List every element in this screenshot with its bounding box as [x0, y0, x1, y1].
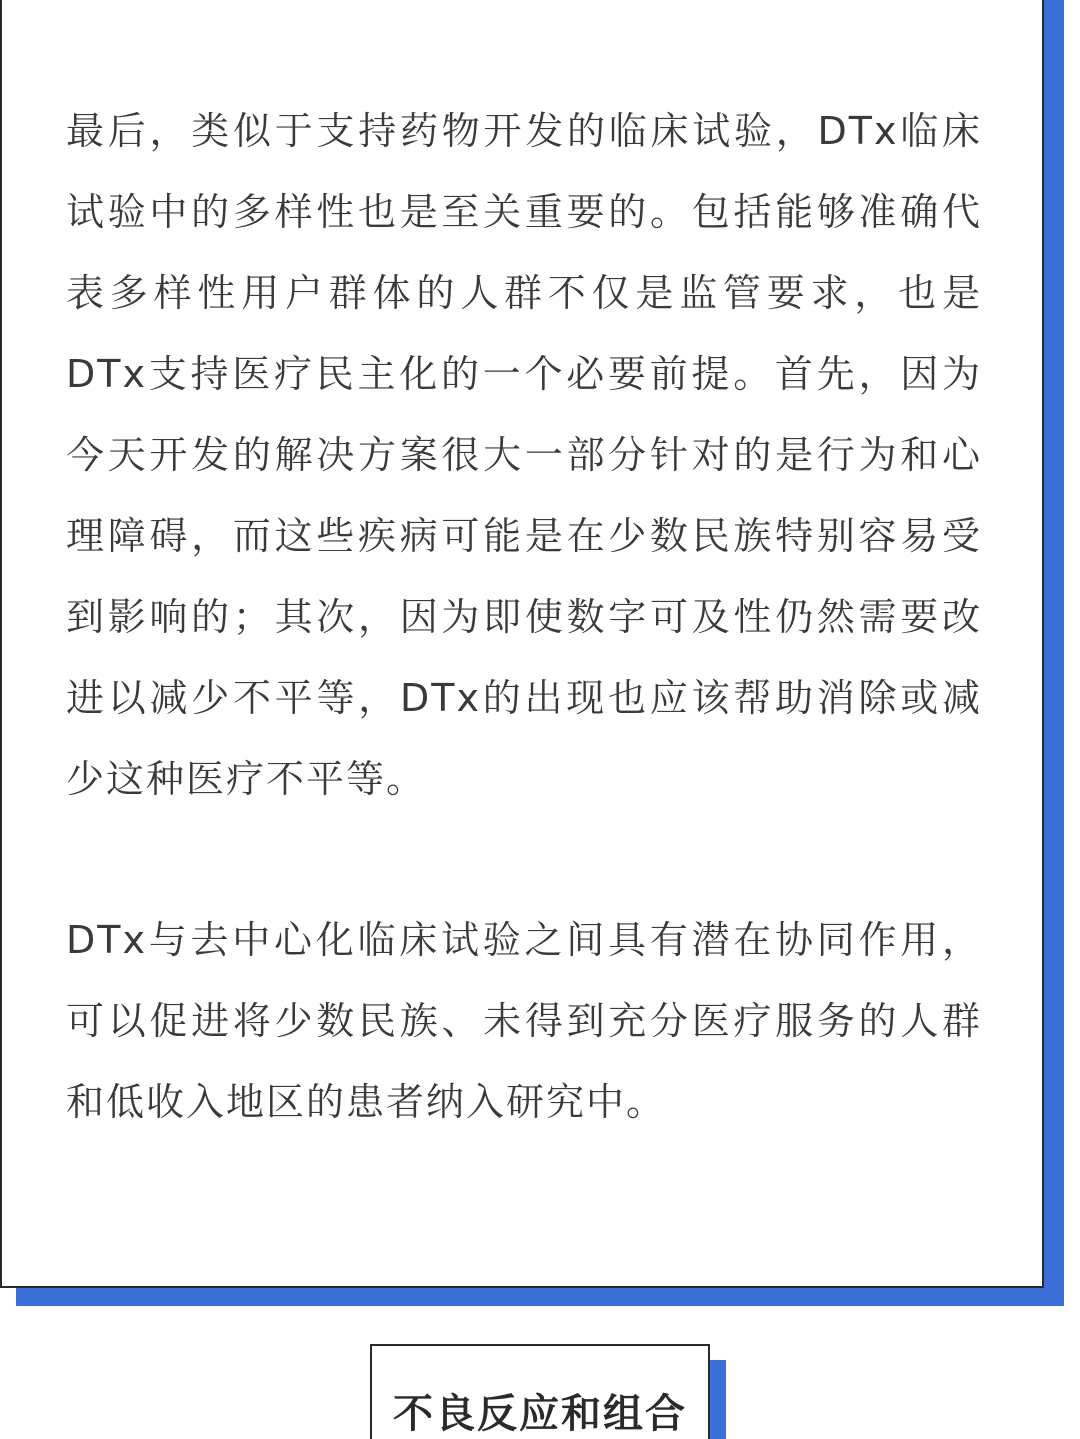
section-tag: [370, 1344, 710, 1439]
paragraph-1: 最后，类似于支持药物开发的临床试验，DTx临床试验中的多样性也是至关重要的。包括能够准确代表多样性用户群体的人群不仅是监管要求，也是DTx支持医疗民主化的一个必要前提。首先，因为今天开发的解决方案很大一部分针对的是行为和心理障碍，而这些疾病可能是在少数民族特别容易受到影响的；其次，因为即使数字可及性仍然需要改进以减少不平等，DTx的出现也应该帮助消除或减少这种医疗不平等。: [66, 109, 982, 801]
section-tag-label: 不良反应和组合: [393, 1391, 687, 1437]
paragraph-2: DTx与去中心化临床试验之间具有潜在协同作用，可以促进将少数民族、未得到充分医疗服务的人群和低收入地区的患者纳入研究中。: [66, 918, 982, 1124]
